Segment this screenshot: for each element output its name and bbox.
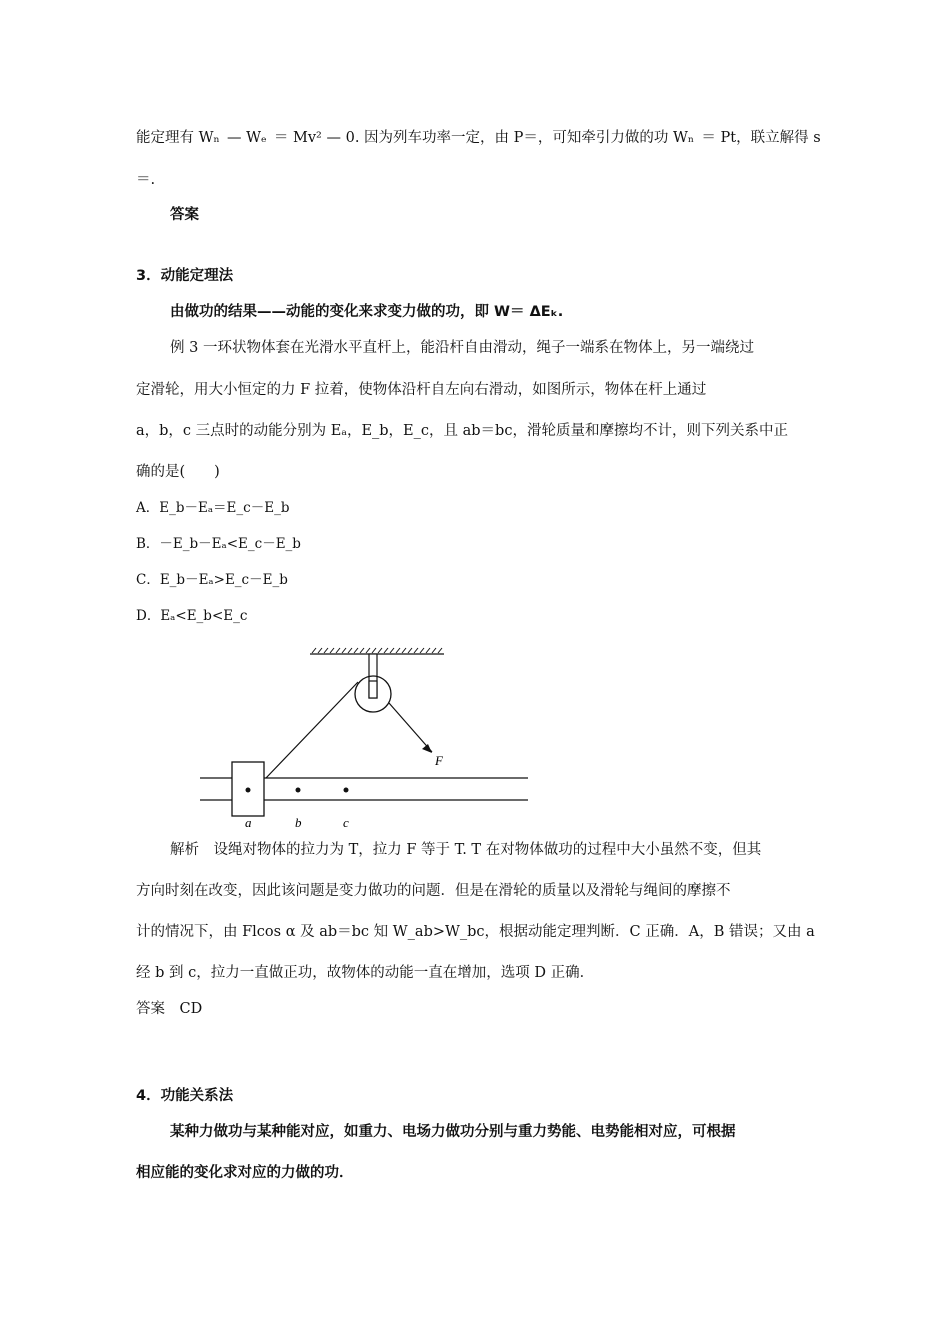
rope-to-block — [266, 682, 358, 778]
solution-text: 计的情况下，由 Flcos α 及 ab＝bc 知 W_ab>W_bc，根据动能定理判断．C 正确．A，B 错误；又由 a — [136, 924, 815, 940]
pulley-diagram — [198, 645, 532, 835]
label-c: c — [343, 815, 349, 830]
example-3-text: 例 3 一环状物体套在光滑水平直杆上，能沿杆自由滑动，绳子一端系在物体上，另一端绕过 — [170, 340, 754, 356]
option-c: C．E_b－Eₐ>E_c－E_b — [136, 572, 288, 588]
example-3-text: 确的是( ) — [136, 464, 220, 480]
text-line: 能定理有 Wₙ — Wₑ ＝ Mv² — 0. 因为列车功率一定，由 P＝，可知牵引力做的功 Wₙ ＝ Pt，联立解得 s — [136, 130, 821, 146]
solution-text: 方向时刻在改变，因此该问题是变力做功的问题．但是在滑轮的质量以及滑轮与绳间的摩擦不 — [136, 883, 731, 899]
point-b — [296, 788, 301, 793]
section-4-title: 4．功能关系法 — [136, 1088, 234, 1104]
option-b: B．－E_b－Eₐ<E_c－E_b — [136, 536, 301, 552]
rope-pull — [389, 703, 432, 752]
solution-text: 经 b 到 c，拉力一直做正功，故物体的动能一直在增加，选项 D 正确． — [136, 965, 595, 981]
label-a: a — [245, 815, 252, 830]
force-arrow-icon — [422, 744, 432, 753]
label-b: b — [295, 815, 302, 830]
section-3-intro: 由做功的结果——动能的变化来求变力做的功，即 W＝ ΔEₖ. — [170, 304, 564, 320]
example-3-text: a，b，c 三点时的动能分别为 Eₐ，E_b，E_c，且 ab＝bc，滑轮质量和摩擦均不计，则下列关系中正 — [136, 423, 788, 439]
point-c — [344, 788, 349, 793]
section-3-title: 3．动能定理法 — [136, 268, 234, 284]
section-4-text: 某种力做功与某种能对应，如重力、电场力做功分别与重力势能、电势能相对应，可根据 — [170, 1124, 736, 1140]
text-line: ＝. — [136, 172, 156, 188]
option-d: D．Eₐ<E_b<E_c — [136, 608, 248, 624]
option-a: A．E_b－Eₐ＝E_c－E_b — [136, 500, 290, 516]
example-3-text: 定滑轮，用大小恒定的力 F 拉着，使物体沿杆自左向右滑动，如图所示，物体在杆上通过 — [136, 382, 707, 398]
solution-text: 解析 设绳对物体的拉力为 T，拉力 F 等于 T. T 在对物体做功的过程中大小虽然不变，但其 — [170, 842, 762, 858]
answer-text: 答案 CD — [136, 1001, 203, 1017]
ceiling — [310, 648, 444, 654]
section-4-text: 相应能的变化求对应的力做的功． — [136, 1165, 354, 1181]
answer-label: 答案 — [170, 207, 199, 223]
force-label: F — [435, 753, 443, 768]
point-a — [246, 788, 251, 793]
